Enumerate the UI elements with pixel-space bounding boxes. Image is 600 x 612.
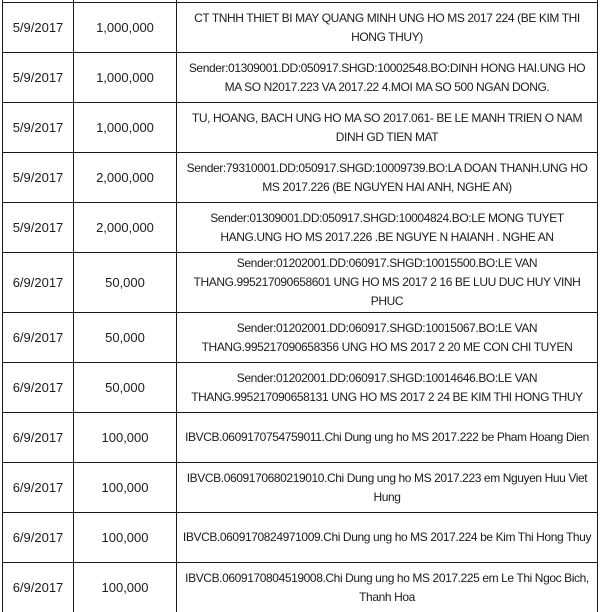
description-cell: CT TNHH THIET BI MAY QUANG MINH UNG HO MS 2017 224 (BE KIM THI HONG THUY) — [177, 3, 598, 53]
table-row — [3, 463, 598, 513]
table-row — [3, 203, 598, 253]
description-cell: Sender:01202001.DD:060917.SHGD:10014646.BO:LE VAN THANG.995217090658131 UNG HO MS 2017 2 24 BE KIM THI HONG THUY — [177, 363, 598, 413]
transactions-table — [2, 0, 598, 612]
description-cell: Sender:01202001.DD:060917.SHGD:10015500.BO:LE VAN THANG.995217090658601 UNG HO MS 2017 2 16 BE LUU DUC HUY VINH PHUC — [177, 253, 598, 313]
table-row — [3, 253, 598, 313]
amount-cell: 100,000 — [74, 513, 177, 563]
date-cell: 6/9/2017 — [3, 313, 74, 363]
date-cell: 6/9/2017 — [3, 513, 74, 563]
table-row — [3, 313, 598, 363]
description-cell: Sender:01309001.DD:050917.SHGD:10004824.BO:LE MONG TUYET HANG.UNG HO MS 2017.226 .BE NGUYE N HAIANH . NGHE AN — [177, 203, 598, 253]
date-cell: 6/9/2017 — [3, 413, 74, 463]
amount-cell: 1,000,000 — [74, 53, 177, 103]
table-row — [3, 3, 598, 53]
amount-cell: 1,000,000 — [74, 3, 177, 53]
date-cell: 6/9/2017 — [3, 253, 74, 313]
date-cell: 6/9/2017 — [3, 463, 74, 513]
table-row — [3, 413, 598, 463]
date-cell: 5/9/2017 — [3, 53, 74, 103]
table-row — [3, 153, 598, 203]
table-row — [3, 563, 598, 612]
amount-cell: 100,000 — [74, 463, 177, 513]
date-cell: 5/9/2017 — [3, 203, 74, 253]
amount-cell: 100,000 — [74, 413, 177, 463]
description-cell: IBVCB.0609170804519008.Chi Dung ung ho MS 2017.225 em Le Thi Ngoc Bich, Thanh Hoa — [177, 563, 598, 612]
description-cell: TU, HOANG, BACH UNG HO MA SO 2017.061- BE LE MANH TRIEN O NAM DINH GD TIEN MAT — [177, 103, 598, 153]
table-row — [3, 513, 598, 563]
table-row — [3, 363, 598, 413]
date-cell: 5/9/2017 — [3, 153, 74, 203]
amount-cell: 100,000 — [74, 563, 177, 612]
description-cell: IBVCB.0609170824971009.Chi Dung ung ho MS 2017.224 be Kim Thi Hong Thuy — [177, 513, 598, 563]
amount-cell: 50,000 — [74, 313, 177, 363]
date-cell: 6/9/2017 — [3, 363, 74, 413]
date-cell: 5/9/2017 — [3, 103, 74, 153]
description-cell: IBVCB.0609170754759011.Chi Dung ung ho MS 2017.222 be Pham Hoang Dien — [177, 413, 598, 463]
amount-cell: 50,000 — [74, 363, 177, 413]
description-cell: Sender:01202001.DD:060917.SHGD:10015067.BO:LE VAN THANG.995217090658356 UNG HO MS 2017 2 20 ME CON CHI TUYEN — [177, 313, 598, 363]
date-cell: 6/9/2017 — [3, 563, 74, 612]
date-cell: 5/9/2017 — [3, 3, 74, 53]
table-row — [3, 103, 598, 153]
description-cell: Sender:01309001.DD:050917.SHGD:10002548.BO:DINH HONG HAI.UNG HO MA SO N2017.223 VA 2017.22 4.MOI MA SO 500 NGAN DONG. — [177, 53, 598, 103]
amount-cell: 2,000,000 — [74, 203, 177, 253]
table-row — [3, 53, 598, 103]
amount-cell: 2,000,000 — [74, 153, 177, 203]
description-cell: IBVCB.0609170680219010.Chi Dung ung ho MS 2017.223 em Nguyen Huu Viet Hung — [177, 463, 598, 513]
amount-cell: 1,000,000 — [74, 103, 177, 153]
amount-cell: 50,000 — [74, 253, 177, 313]
description-cell: Sender:79310001.DD:050917.SHGD:10009739.BO:LA DOAN THANH.UNG HO MS 2017.226 (BE NGUYEN HAI ANH, NGHE AN) — [177, 153, 598, 203]
